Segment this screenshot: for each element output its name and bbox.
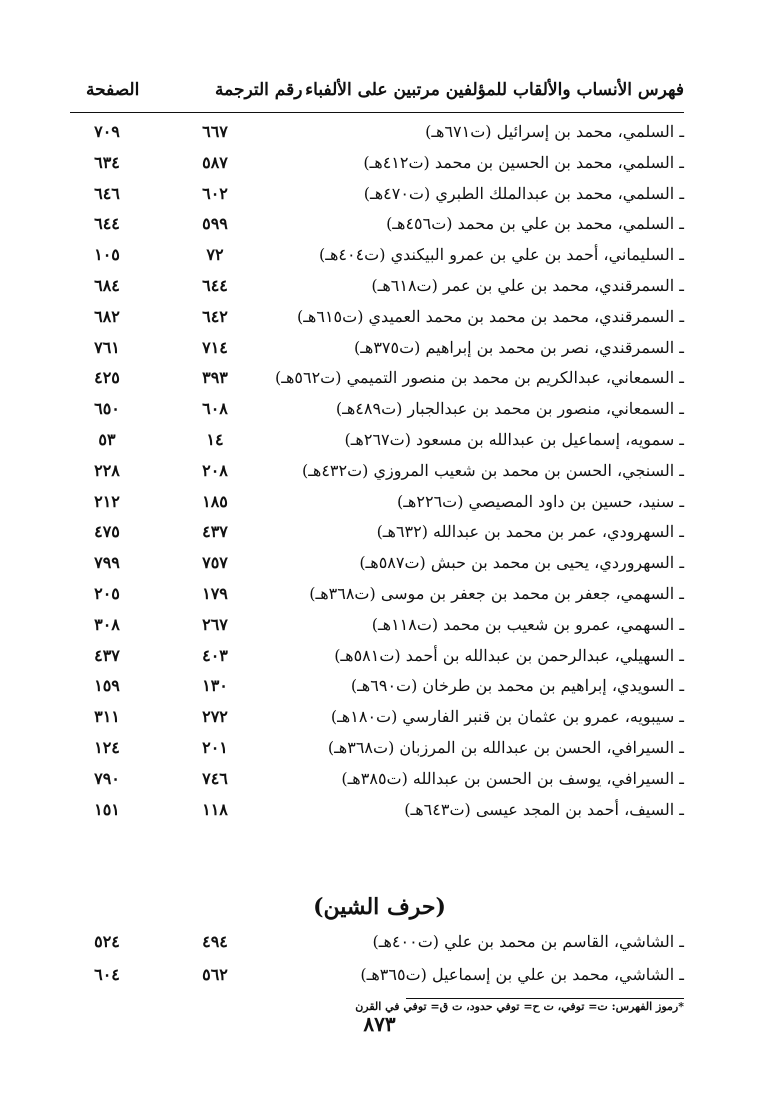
entry-number: ٢٦٧ (202, 614, 228, 634)
entry-page: ٧٠٩ (94, 122, 120, 141)
entry-page: ٢٠٥ (94, 584, 120, 603)
entry-number: ٣٩٣ (202, 368, 228, 388)
entry-page: ٤٣٧ (94, 645, 120, 665)
entry-name: ـ السلمي، محمد بن الحسين بن محمد (ت٤١٢هـ) (363, 152, 684, 172)
entry-number: ١٨٥ (202, 491, 228, 511)
entry-number: ١٤ (206, 430, 224, 449)
entry-name: ـ السهرودي، عمر بن محمد بن عبدالله (٦٣٢هـ) (376, 522, 684, 542)
entry-name: ـ السيرافي، يوسف بن الحسن بن عبدالله (ت٣٨٥هـ) (341, 768, 684, 788)
entry-name: ـ السيف، أحمد بن المجد عيسى (ت٦٤٣هـ) (404, 799, 684, 819)
entry-number: ٦٦٧ (202, 122, 228, 141)
table-row (70, 338, 684, 368)
entry-page: ٧٩٠ (94, 768, 120, 788)
entry-number: ١٧٩ (202, 584, 228, 603)
entry-page: ٦٨٢ (94, 306, 120, 326)
entry-name: ـ السهروردي، يحيى بن محمد بن حبش (ت٥٨٧هـ) (359, 553, 684, 573)
entry-name: ـ السلمي، محمد بن إسرائيل (ت٦٧١هـ) (425, 122, 684, 141)
entry-name: ـ السليماني، أحمد بن علي بن عمرو البيكندي (ت٤٠٤هـ) (319, 245, 684, 265)
entry-page: ٧٩٩ (94, 553, 120, 573)
entry-number: ٢٠١ (202, 738, 228, 757)
entry-name: ـ سنيد، حسين بن داود المصيصي (ت٢٢٦هـ) (397, 491, 684, 511)
entry-page: ٥٣ (98, 430, 116, 449)
footnote-rule (406, 998, 684, 999)
table-row (70, 368, 684, 398)
entry-name: ـ السيرافي، الحسن بن عبدالله بن المرزبان (ت٣٦٨هـ) (327, 738, 684, 757)
entry-page: ٤٧٥ (94, 522, 120, 542)
entry-number: ٥٦٢ (202, 965, 228, 984)
entry-number: ٦٠٨ (202, 399, 228, 419)
entry-number: ٥٨٧ (202, 152, 228, 172)
entry-name: ـ السمعاني، منصور بن محمد بن عبدالجبار (ت٤٨٩هـ) (335, 399, 684, 419)
entry-page: ٢١٢ (94, 491, 120, 511)
entry-name: ـ الشاشي، محمد بن علي بن إسماعيل (ت٣٦٥هـ) (360, 965, 684, 984)
entry-number: ٧١٤ (202, 337, 228, 357)
entry-page: ١٥١ (94, 799, 120, 819)
entry-number: ٧٢ (206, 245, 224, 265)
entry-name: ـ سمويه، إسماعيل بن عبدالله بن مسعود (ت٢٦٧هـ) (344, 430, 684, 449)
entry-name: ـ السهمي، جعفر بن محمد بن جعفر بن موسى (ت٣٦٨هـ) (309, 584, 684, 603)
table-row (70, 276, 684, 306)
table-row (70, 965, 684, 995)
table-row (70, 738, 684, 768)
entry-page: ٤٢٥ (94, 368, 120, 388)
entry-page: ١٠٥ (94, 245, 120, 265)
index-title: فهرس الأنساب والألقاب للمؤلفين مرتبين على الألفباء (305, 80, 684, 100)
entry-number: ٦٠٢ (202, 183, 228, 203)
footnote: *رموز الفهرس: ت= توفي، ت ح= توفي حدود، ت ق= توفي في القرن (355, 1000, 684, 1013)
entry-name: ـ السمرقندي، نصر بن محمد بن إبراهيم (ت٣٧٥هـ) (353, 337, 684, 357)
page-number: ٨٧٣ (363, 1012, 396, 1036)
table-row (70, 769, 684, 799)
entry-page: ١٢٤ (94, 738, 120, 757)
table-row (70, 800, 684, 830)
page-column-header: الصفحة (86, 80, 140, 100)
entry-number: ٧٤٦ (202, 768, 228, 788)
entry-number: ٤٣٧ (202, 522, 228, 542)
entry-number: ٧٥٧ (202, 553, 228, 573)
table-row (70, 932, 684, 962)
table-row (70, 153, 684, 183)
entry-page: ٣١١ (94, 707, 120, 727)
entry-page: ٣٠٨ (94, 614, 120, 634)
table-row (70, 522, 684, 552)
table-row (70, 214, 684, 244)
section-heading: (حرف الشين) (313, 894, 446, 920)
entry-page: ٦٤٤ (94, 214, 120, 234)
entry-name: ـ سيبويه، عمرو بن عثمان بن قنبر الفارسي (ت١٨٠هـ) (330, 707, 684, 727)
entry-page: ٦٥٠ (94, 399, 120, 419)
table-row (70, 184, 684, 214)
table-row (70, 707, 684, 737)
table-row (70, 399, 684, 429)
entry-name: ـ السمعاني، عبدالكريم بن محمد بن منصور التميمي (ت٥٦٢هـ) (275, 368, 684, 388)
entry-page: ٦٨٤ (94, 276, 120, 295)
entry-page: ٧٦١ (94, 337, 120, 357)
entry-name: ـ السلمي، محمد بن علي بن محمد (ت٤٥٦هـ) (386, 214, 684, 234)
header-rule (70, 112, 684, 113)
table-row (70, 122, 684, 152)
table-row (70, 615, 684, 645)
entry-name: ـ الشاشي، القاسم بن محمد بن علي (ت٤٠٠هـ) (372, 932, 684, 951)
number-column-header: رقم الترجمة (215, 80, 303, 100)
entry-number: ١٣٠ (202, 676, 228, 696)
entry-page: ٦٣٤ (94, 152, 120, 172)
table-row (70, 307, 684, 337)
entry-name: ـ السمرقندي، محمد بن محمد بن محمد العميدي (ت٦١٥هـ) (296, 306, 684, 326)
entry-name: ـ السمرقندي، محمد بن علي بن عمر (ت٦١٨هـ) (371, 276, 684, 295)
entry-name: ـ السلمي، محمد بن عبدالملك الطبري (ت٤٧٠هـ) (363, 183, 684, 203)
entry-name: ـ السهمي، عمرو بن شعيب بن محمد (ت١١٨هـ) (371, 614, 684, 634)
table-row (70, 553, 684, 583)
entry-page: ٦٤٦ (94, 183, 120, 203)
entry-page: ٥٢٤ (94, 932, 120, 951)
entry-name: ـ السنجي، الحسن بن محمد بن شعيب المروزي (ت٤٣٢هـ) (301, 460, 684, 480)
table-row (70, 245, 684, 275)
entry-number: ٢٠٨ (202, 460, 228, 480)
entry-page: ٢٢٨ (94, 460, 120, 480)
table-row (70, 430, 684, 460)
table-row (70, 676, 684, 706)
entry-name: ـ السهيلي، عبدالرحمن بن عبدالله بن أحمد (ت٥٨١هـ) (334, 645, 684, 665)
table-row (70, 461, 684, 491)
entry-number: ٦٤٢ (202, 306, 228, 326)
entry-page: ١٥٩ (94, 676, 120, 696)
entry-number: ١١٨ (202, 799, 228, 819)
table-row (70, 646, 684, 676)
entry-number: ٢٧٢ (202, 707, 228, 727)
table-header (70, 80, 684, 108)
entry-page: ٦٠٤ (94, 965, 120, 984)
entry-number: ٤٩٤ (202, 932, 228, 951)
entry-number: ٦٤٤ (202, 276, 228, 295)
entry-name: ـ السويدي، إبراهيم بن محمد بن طرخان (ت٦٩٠هـ) (350, 676, 684, 696)
table-row (70, 492, 684, 522)
table-row (70, 584, 684, 614)
entry-number: ٤٠٣ (202, 645, 228, 665)
entry-number: ٥٩٩ (202, 214, 228, 234)
